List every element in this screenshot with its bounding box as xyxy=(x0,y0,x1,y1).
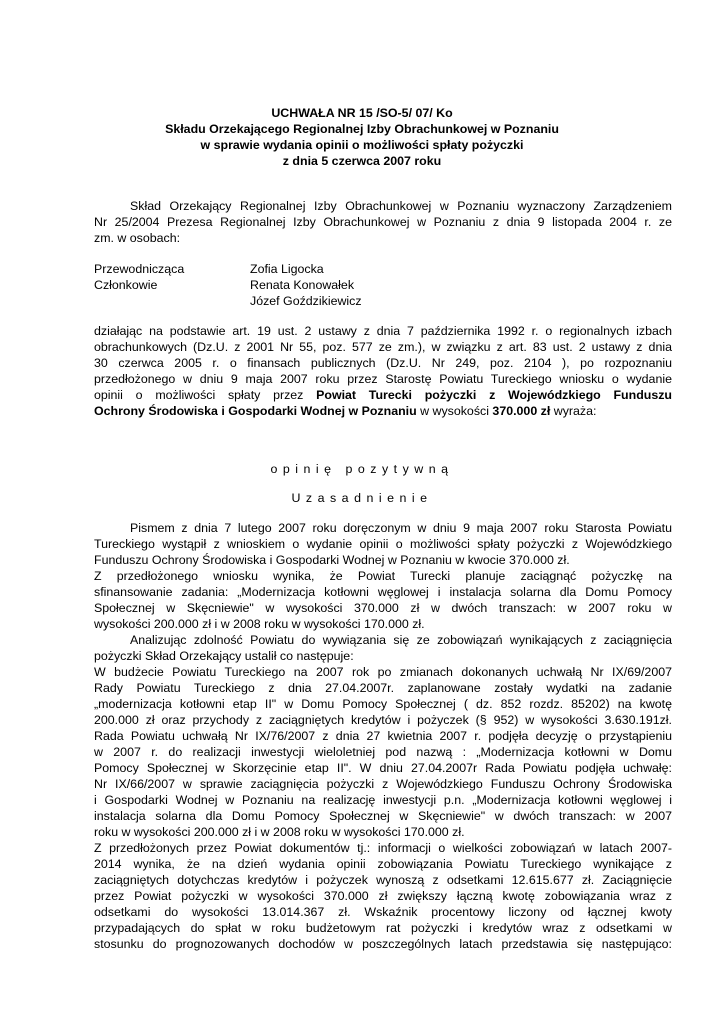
body-line: Funduszu Ochrony Środowiska i Gospodarki Wodnej w Poznaniu w kwocie 370.000 zł. xyxy=(94,553,570,567)
body-line: Rada Powiatu uchwałą Nr IX/76/2007 z dnia 27 kwietnia 2007 r. podjęła decyzję o przystąpieniu xyxy=(94,729,672,743)
body-line: roku w wysokości 200.000 zł i w 2008 roku w wysokości 170.000 zł. xyxy=(94,825,465,839)
body-line: pożyczki Skład Orzekający ustalił co następuje: xyxy=(94,649,354,663)
justification-heading: Uzasadnienie xyxy=(291,491,433,505)
member-name-2: Renata Konowałek xyxy=(250,278,355,292)
borrower-bold: Powiat Turecki pożyczki z Wojewódzkiego Funduszu xyxy=(316,388,672,402)
loan-amount-bold: 370.000 zł xyxy=(492,404,551,418)
member-role-chair: Przewodnicząca xyxy=(94,262,185,276)
member-role-members: Członkowie xyxy=(94,278,158,292)
intro-line-2: Nr 25/2004 Prezesa Regionalnej Izby Obrachunkowej w Poznaniu z dnia 9 listopada 2004 r. ze xyxy=(94,215,672,229)
body-line: 2014 wynika, że na dzień wydania opinii zobowiązania Powiatu Tureckiego wynikające z xyxy=(94,857,672,871)
body-line: Nr IX/66/2007 w sprawie zaciągnięcia pożyczki z Wojewódzkiego Funduszu Ochrony Środowiska xyxy=(94,777,672,791)
basis-text-3: wyraża: xyxy=(550,404,597,418)
body-line: 200.000 zł oraz przychody z zaciągniętych kredytów i pożyczek (§ 952) w wysokości 3.630.191zł. xyxy=(94,713,672,727)
basis-line-2: obrachunkowych (Dz.U. z 2001 Nr 55, poz. 577 ze zm.), w związku z art. 83 ust. 2 ustawy z dnia xyxy=(94,340,672,354)
resolution-subject: w sprawie wydania opinii o możliwości spłaty pożyczki xyxy=(200,138,524,152)
member-name-3: Józef Goździkiewicz xyxy=(250,294,362,308)
intro-line-1: Skład Orzekający Regionalnej Izby Obrachunkowej w Poznaniu wyznaczony Zarządzeniem xyxy=(130,199,672,213)
body-line: W budżecie Powiatu Tureckiego na 2007 rok po zmianach dokonanych uchwałą Nr IX/69/2007 xyxy=(94,665,672,679)
body-line: sfinansowanie zadania: „Modernizacja kotłowni węglowej i instalacja solarna dla Domu Pomocy xyxy=(94,585,672,599)
basis-line-4: przedłożonego w dniu 9 maja 2007 roku przez Starostę Powiatu Tureckiego wniosku o wydanie xyxy=(94,372,672,386)
body-line: stosunku do prognozowanych dochodów w poszczególnych latach przedstawia się następująco: xyxy=(94,937,672,951)
basis-text-2: w wysokości xyxy=(416,404,493,418)
resolution-number: UCHWAŁA NR 15 /SO-5/ 07/ Ko xyxy=(271,106,453,120)
body-line: i Gospodarki Wodnej w Poznaniu na realizację inwestycji p.n. „Modernizacja kotłowni węglowej i xyxy=(94,793,672,807)
body-line: „modernizacja kotłowni etap II" w Domu Pomocy Społecznej ( dz. 852 rozdz. 85202) na kwotę xyxy=(94,697,672,711)
body-line: Pismem z dnia 7 lutego 2007 roku doręczonym w dniu 9 maja 2007 roku Starosta Powiatu xyxy=(130,521,672,535)
body-line: przypadających do spłat w roku budżetowym rat pożyczki i kredytów wraz z odsetkami w xyxy=(94,921,672,935)
body-line: przez Powiat pożyczki w wysokości 370.000 zł zwiększy łączną kwotę zobowiązania wraz z xyxy=(94,889,672,903)
basis-line-3: 30 czerwca 2005 r. o finansach publicznych (Dz.U. Nr 249, poz. 2104 ), po rozpoznaniu xyxy=(94,356,672,370)
lender-bold: Ochrony Środowiska i Gospodarki Wodnej w Poznaniu xyxy=(94,404,417,418)
body-line: odsetkami do wysokości 13.014.367 zł. Wskaźnik procentowy liczony od łącznej kwoty xyxy=(94,905,672,919)
intro-line-3: zm. w osobach: xyxy=(94,231,181,245)
opinion-heading: opinię pozytywną xyxy=(270,462,454,476)
body-line: Analizując zdolność Powiatu do wywiązania się ze zobowiązań wynikających z zaciągnięcia xyxy=(130,633,672,647)
body-line: Z przedłożonych przez Powiat dokumentów tj.: informacji o wielkości zobowiązań w latach 2007- xyxy=(94,841,672,855)
basis-line-5 xyxy=(94,387,672,403)
body-line: instalacja solarna dla Domu Pomocy Społecznej w Skęcniewie" w dwóch transzach: w 2007 xyxy=(94,809,672,823)
member-name-chair: Zofia Ligocka xyxy=(250,262,324,276)
issuing-body: Składu Orzekającego Regionalnej Izby Obrachunkowej w Poznaniu xyxy=(165,122,559,136)
body-line: Pomocy Społecznej w Skorzęcinie etap II". W dniu 27.04.2007r Rada Powiatu podjęła uchwałę: xyxy=(94,761,672,775)
body-line: zaciągniętych dotychczas kredytów i pożyczek wynoszą z odsetkami 12.615.677 zł. Zaciągnięcie xyxy=(94,873,672,887)
body-line: Tureckiego wystąpił z wnioskiem o wydanie opinii o możliwości spłaty pożyczki z Wojewódzkiego xyxy=(94,537,672,551)
body-line: Społecznej w Skęcniewie" w wysokości 370.000 zł w dwóch transzach: w 2007 roku w xyxy=(94,601,672,615)
body-line: wysokości 200.000 zł i w 2008 roku w wysokości 170.000 zł. xyxy=(94,617,425,631)
basis-text: opinii o możliwości spłaty przez xyxy=(94,388,317,402)
basis-line-6 xyxy=(94,403,672,419)
body-line: w 2007 r. do realizacji inwestycji wieloletniej pod nazwą : „Modernizacja kotłowni w Domu xyxy=(94,745,672,759)
resolution-date: z dnia 5 czerwca 2007 roku xyxy=(282,154,442,168)
basis-line-1: działając na podstawie art. 19 ust. 2 ustawy z dnia 7 października 1992 r. o regionalnych izbach xyxy=(94,324,672,338)
body-line: Rady Powiatu Tureckiego z dnia 27.04.2007r. zaplanowane zostały wydatki na zadanie xyxy=(94,681,672,695)
body-line: Z przedłożonego wniosku wynika, że Powiat Turecki planuje zaciągnąć pożyczkę na xyxy=(94,569,672,583)
